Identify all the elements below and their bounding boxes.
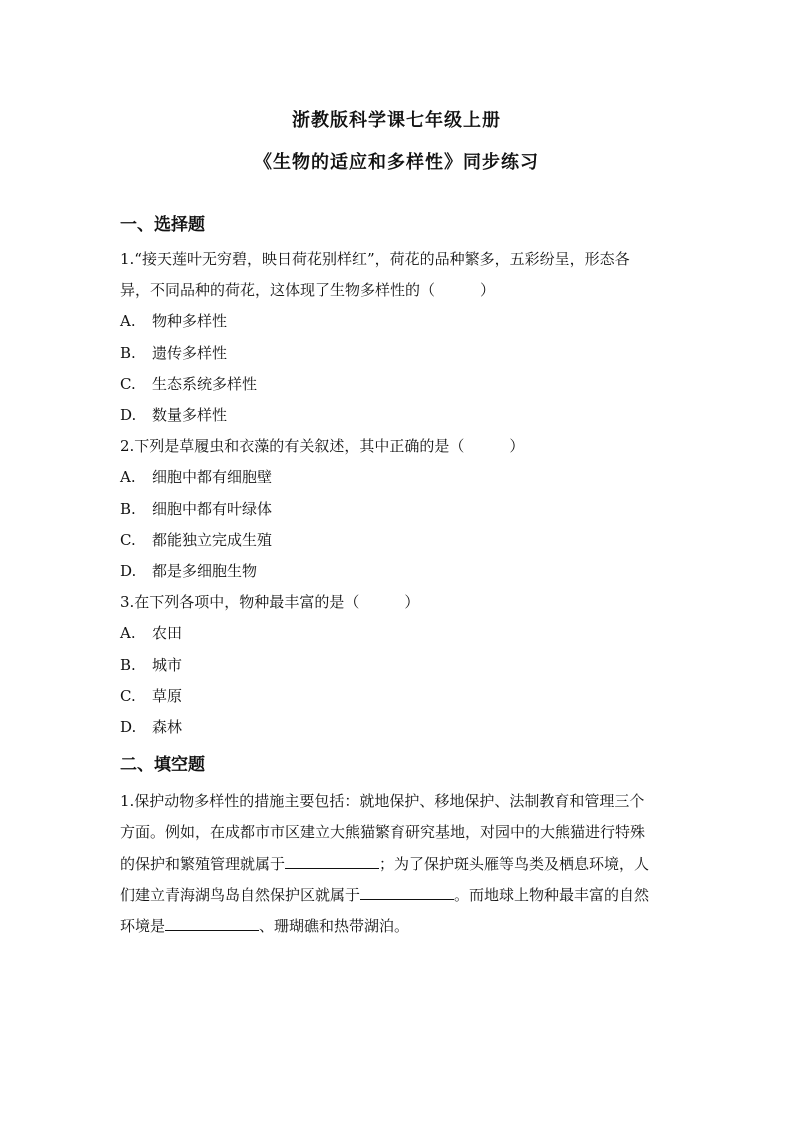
- q3-option-a[interactable]: [120, 622, 182, 643]
- option-text: 城市: [152, 656, 183, 674]
- q3-option-c[interactable]: [120, 685, 182, 706]
- option-text: 细胞中都有叶绿体: [152, 500, 273, 518]
- q1-stem-line2: 异，不同品种的荷花，这体现了生物多样性的（ ）: [120, 281, 496, 299]
- answer-blank-2[interactable]: [360, 885, 454, 900]
- q3-option-b[interactable]: [120, 654, 182, 675]
- q2-option-b[interactable]: [120, 498, 272, 519]
- option-letter: D.: [120, 406, 137, 424]
- option-letter: A.: [120, 312, 136, 330]
- option-letter: D.: [120, 562, 137, 580]
- section-fill-title: 二、填空题: [120, 755, 205, 775]
- document-subtitle: 《生物的适应和多样性》同步练习: [254, 152, 539, 173]
- q1-stem-line1: 1.“接天莲叶无穷碧，映日荷花别样红”，荷花的品种繁多，五彩纷呈，形态各: [120, 250, 630, 268]
- fill-q1-line3: [120, 853, 680, 874]
- fill-q1-line1: 1.保护动物多样性的措施主要包括：就地保护、移地保护、法制教育和管理三个: [120, 792, 645, 810]
- q1-option-c[interactable]: [120, 373, 257, 394]
- option-text: 遗传多样性: [152, 344, 228, 362]
- option-text: 生态系统多样性: [152, 375, 258, 393]
- fill-text: 、珊瑚礁和热带湖泊。: [259, 917, 410, 935]
- q1-option-a[interactable]: [120, 310, 227, 331]
- option-letter: B.: [120, 344, 136, 362]
- option-letter: C.: [120, 531, 136, 549]
- option-letter: B.: [120, 500, 136, 518]
- option-text: 细胞中都有细胞壁: [152, 468, 273, 486]
- option-letter: A.: [120, 624, 136, 642]
- fill-text: ；为了保护斑头雁等鸟类及栖息环境，人: [379, 855, 650, 873]
- q2-stem: 2.下列是草履虫和衣藻的有关叙述，其中正确的是（ ）: [120, 437, 525, 455]
- option-text: 农田: [152, 624, 183, 642]
- option-text: 草原: [152, 687, 183, 705]
- option-letter: B.: [120, 656, 136, 674]
- option-letter: C.: [120, 687, 136, 705]
- option-text: 物种多样性: [152, 312, 228, 330]
- option-letter: D.: [120, 718, 137, 736]
- fill-text: 。而地球上物种最丰富的自然: [454, 886, 650, 904]
- option-text: 数量多样性: [152, 406, 228, 424]
- q2-option-c[interactable]: [120, 529, 272, 550]
- q1-option-d[interactable]: [120, 404, 227, 425]
- q3-stem: 3.在下列各项中，物种最丰富的是（ ）: [120, 593, 420, 611]
- fill-text: 的保护和繁殖管理就属于: [120, 855, 286, 873]
- document-title: 浙教版科学课七年级上册: [292, 110, 501, 131]
- fill-q1-line2: 方面。例如，在成都市市区建立大熊猫繁育研究基地，对园中的大熊猫进行特殊: [120, 823, 646, 841]
- fill-q1-line4: [120, 884, 680, 905]
- q2-option-d[interactable]: [120, 560, 257, 581]
- q2-option-a[interactable]: [120, 466, 272, 487]
- fill-q1-line5: [120, 915, 680, 936]
- option-letter: C.: [120, 375, 136, 393]
- answer-blank-3[interactable]: [165, 916, 259, 931]
- option-text: 森林: [152, 718, 183, 736]
- section-choice-title: 一、选择题: [120, 215, 205, 235]
- option-text: 都能独立完成生殖: [152, 531, 273, 549]
- fill-text: 环境是: [120, 917, 166, 935]
- q3-option-d[interactable]: [120, 716, 182, 737]
- option-letter: A.: [120, 468, 136, 486]
- q1-option-b[interactable]: [120, 342, 227, 363]
- fill-text: 们建立青海湖鸟岛自然保护区就属于: [120, 886, 361, 904]
- option-text: 都是多细胞生物: [152, 562, 258, 580]
- answer-blank-1[interactable]: [285, 854, 379, 869]
